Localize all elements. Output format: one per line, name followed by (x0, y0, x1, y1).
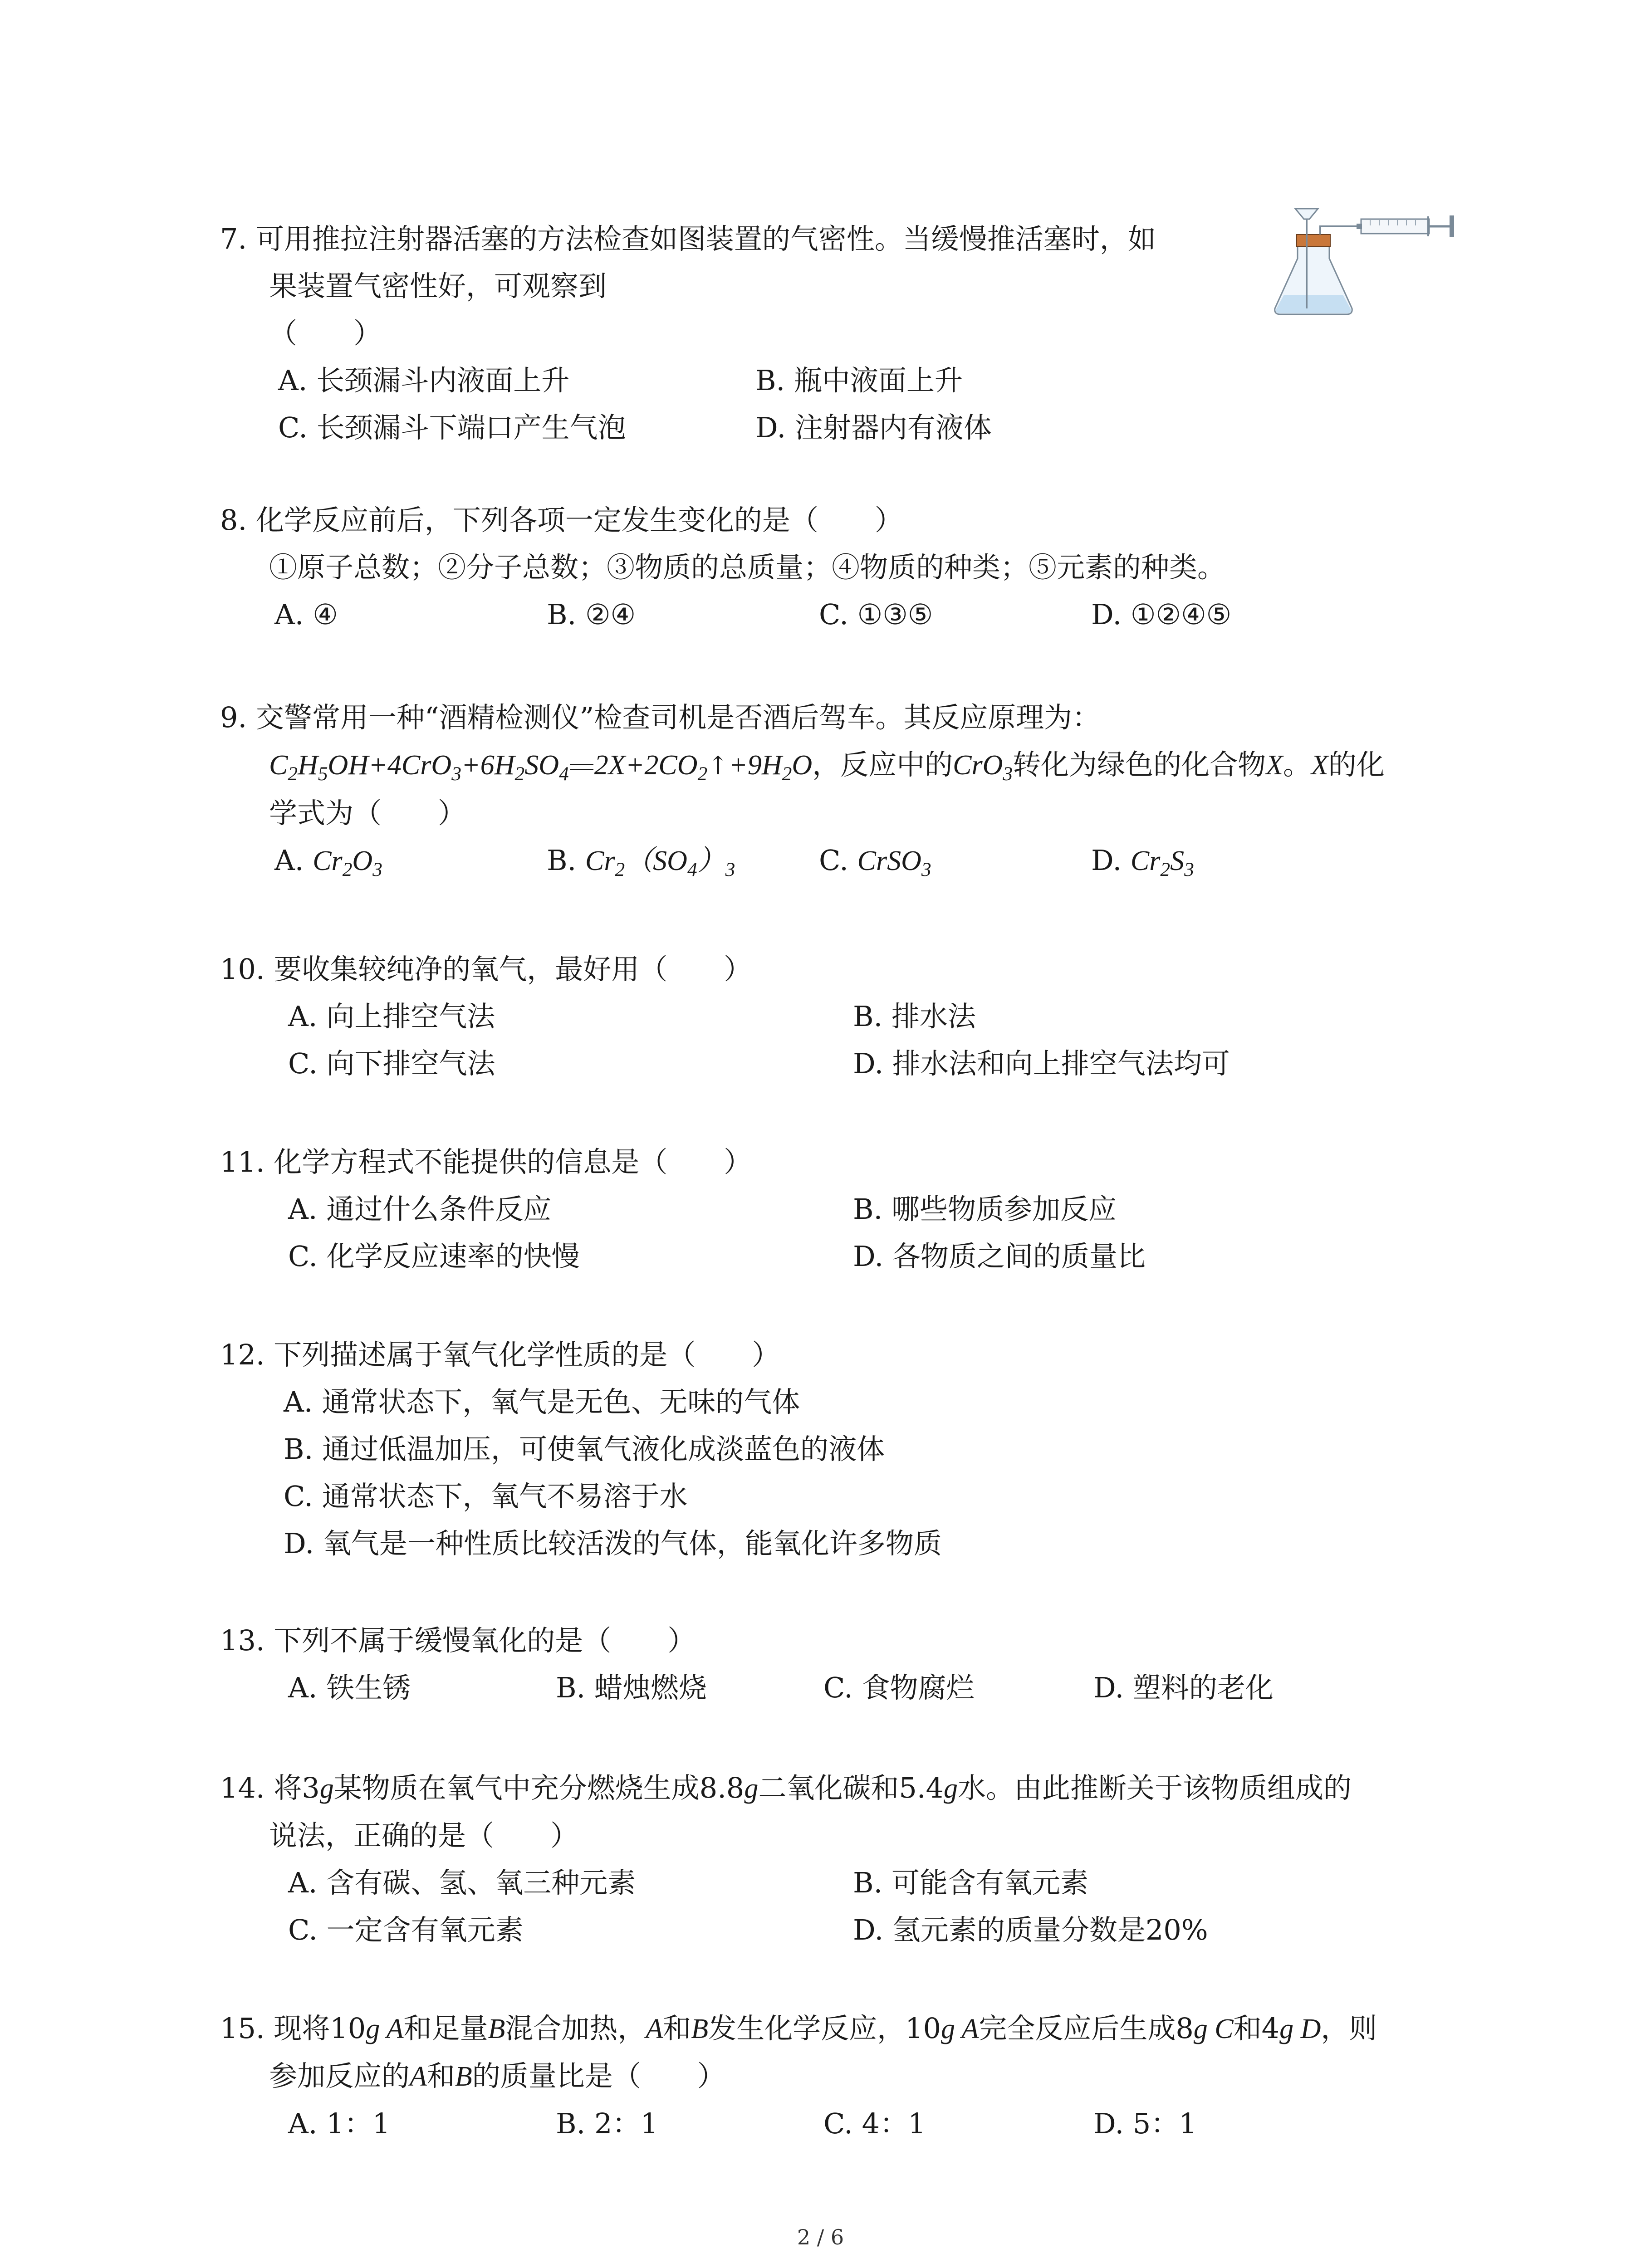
q9-text: 。 (1283, 748, 1312, 781)
q13-option-c[interactable]: C. 食物腐烂 (823, 1671, 975, 1704)
q10-options-row1 (220, 993, 1454, 1040)
unit-g: g (319, 1773, 334, 1804)
q7-option-a[interactable]: A. 长颈漏斗内液面上升 (278, 364, 570, 397)
formula-part: （SO (625, 846, 687, 876)
q11-option-d[interactable]: D. 各物质之间的质量比 (853, 1240, 1146, 1273)
q9-eq-oh-cro: OH+4CrO (328, 750, 452, 781)
formula-sub: 2 (615, 859, 625, 881)
q11-option-c[interactable]: C. 化学反应速率的快慢 (288, 1240, 580, 1273)
q7-stem-line1: 7. 可用推拉注射器活塞的方法检查如图装置的气密性。当缓慢推活塞时，如 (220, 222, 1156, 255)
question-9 (220, 694, 1454, 884)
question-13 (220, 1617, 1454, 1711)
q14-option-c[interactable]: C. 一定含有氧元素 (288, 1913, 524, 1946)
q15-var: g A (941, 2014, 979, 2044)
q8-option-b[interactable]: B. ②④ (547, 598, 636, 631)
q9-eq-so: SO (524, 750, 559, 781)
page-number: 2 / 6 (797, 2225, 844, 2249)
q9-cro: CrO (953, 750, 1003, 781)
q9-option-d[interactable] (1091, 837, 1194, 885)
unit-g: g (744, 1773, 759, 1804)
q15-text: 和足量 (403, 2012, 488, 2045)
q11-stem: 11. 化学方程式不能提供的信息是（ ） (220, 1145, 752, 1178)
q15-var: g A (366, 2014, 404, 2044)
q15-text: 和 (663, 2012, 691, 2045)
question-7 (220, 215, 1454, 451)
q9-eq-water: +9H (729, 750, 782, 781)
q14-stem-line1 (220, 1765, 1454, 1812)
q15-text: 完全反应后生成8 (979, 2012, 1194, 2045)
q15-text: 参加反应的 (269, 2059, 410, 2092)
q9-cro-sub: 3 (1003, 763, 1013, 785)
q7-option-d[interactable]: D. 注射器内有液体 (755, 411, 992, 444)
q9-options-row (220, 837, 1454, 884)
q7-option-c[interactable]: C. 长颈漏斗下端口产生气泡 (278, 411, 626, 444)
q11-options-row2 (220, 1233, 1454, 1280)
option-label: B. (547, 844, 585, 877)
q9-eq-o: O (792, 750, 813, 781)
q10-option-a[interactable]: A. 向上排空气法 (288, 1000, 495, 1033)
q10-options-row2 (220, 1040, 1454, 1087)
question-12 (220, 1331, 1454, 1567)
q15-option-d[interactable]: D. 5：1 (1093, 2107, 1197, 2140)
q7-stem-line2: 果装置气密性好，可观察到 (269, 269, 607, 303)
q15-options-row (220, 2100, 1454, 2147)
q15-text: 和 (426, 2059, 455, 2092)
q7-options-row2 (220, 404, 1454, 451)
q9-gas-arrow-icon: ↑ (707, 751, 729, 781)
q7-options-row1 (220, 357, 1454, 404)
formula-sub: 3 (1184, 859, 1194, 881)
q9-eq-c: C (269, 750, 288, 781)
q9-eq-sub: 4 (559, 763, 569, 785)
q8-items: ①原子总数；②分子总数；③物质的总质量；④物质的种类；⑤元素的种类。 (269, 551, 1226, 584)
formula-sub: 3 (725, 859, 735, 881)
formula-sub: 2 (1160, 859, 1171, 881)
unit-g: g (943, 1773, 958, 1804)
q8-option-d[interactable]: D. ①②④⑤ (1091, 598, 1232, 631)
q14-options-row2 (220, 1906, 1454, 1954)
q14-text: 某物质在氧气中充分燃烧生成8.8 (333, 1771, 745, 1804)
q9-option-c[interactable] (819, 837, 931, 885)
q11-option-a[interactable]: A. 通过什么条件反应 (288, 1193, 552, 1226)
q11-options-row1 (220, 1186, 1454, 1233)
q15-var: A (646, 2014, 663, 2044)
question-11 (220, 1139, 1454, 1280)
q12-option-b[interactable]: B. 通过低温加压，可使氧气液化成淡蓝色的液体 (284, 1432, 885, 1466)
q15-option-a[interactable]: A. 1：1 (288, 2107, 391, 2140)
formula-part: ） (697, 846, 725, 876)
q9-option-a[interactable] (274, 837, 382, 885)
q7-option-b[interactable]: B. 瓶中液面上升 (755, 364, 963, 397)
q11-option-b[interactable]: B. 哪些物质参加反应 (853, 1193, 1117, 1226)
q9-option-b[interactable] (547, 837, 735, 885)
q9-eq-products: 2X+2CO (594, 750, 698, 781)
q8-option-a[interactable]: A. ④ (274, 598, 338, 631)
q9-text: ，反应中的 (812, 748, 953, 781)
question-14 (220, 1765, 1454, 1954)
q9-text: 转化为绿色的化合物 (1013, 748, 1266, 781)
q13-option-a[interactable]: A. 铁生锈 (288, 1671, 411, 1704)
formula-sub: 4 (687, 859, 697, 881)
option-label: C. (819, 844, 857, 877)
q15-text: 混合加热， (505, 2012, 646, 2045)
option-label: D. (1091, 844, 1131, 877)
q14-option-b[interactable]: B. 可能含有氧元素 (853, 1866, 1088, 1899)
question-8 (220, 497, 1454, 638)
q14-text: 水。由此推断关于该物质组成的 (957, 1771, 1352, 1804)
q9-x: X (1311, 750, 1328, 781)
formula-part: Cr (313, 846, 343, 876)
q9-text: 的化 (1328, 748, 1385, 781)
q15-var: B (691, 2014, 709, 2044)
formula-part: S (1170, 846, 1185, 876)
formula-part: Cr (1130, 846, 1161, 876)
q10-option-b[interactable]: B. 排水法 (853, 1000, 976, 1033)
q8-options-row (220, 591, 1454, 638)
q15-text: ，则 (1321, 2012, 1377, 2045)
q9-eq-h: H (298, 750, 318, 781)
q14-text: 14. 将3 (220, 1771, 320, 1804)
q10-option-c[interactable]: C. 向下排空气法 (288, 1047, 495, 1080)
q12-option-a[interactable]: A. 通常状态下，氧气是无色、无味的气体 (284, 1385, 800, 1418)
q7-paren: （ ） (269, 317, 382, 350)
q12-option-c[interactable]: C. 通常状态下，氧气不易溶于水 (284, 1480, 688, 1513)
q9-eq-sub: 2 (697, 763, 708, 785)
q10-stem: 10. 要收集较纯净的氧气，最好用（ ） (220, 953, 752, 986)
q9-eq-sub: 5 (318, 763, 328, 785)
q9-eq-sub: 2 (514, 763, 525, 785)
q14-text: 二氧化碳和5.4 (758, 1771, 944, 1804)
q15-text: 发生化学反应，10 (708, 2012, 941, 2045)
q10-option-d[interactable]: D. 排水法和向上排空气法均可 (853, 1047, 1230, 1080)
q8-option-c[interactable]: C. ①③⑤ (819, 598, 933, 631)
formula-part: CrSO (857, 846, 921, 876)
formula-sub: 3 (921, 859, 931, 881)
question-15 (220, 2005, 1454, 2147)
formula-part: O (352, 846, 373, 876)
q15-var: A (410, 2061, 427, 2092)
q9-equation-line (220, 741, 1454, 790)
q9-eq-sub: 2 (288, 763, 298, 785)
q12-option-d[interactable]: D. 氧气是一种性质比较活泼的气体，能氧化许多物质 (284, 1527, 942, 1560)
q14-option-a[interactable]: A. 含有碳、氢、氧三种元素 (288, 1866, 636, 1899)
q15-var: B (488, 2014, 505, 2044)
q15-text: 的质量比是（ ） (472, 2059, 725, 2092)
flask-syringe-apparatus-figure (1270, 206, 1461, 320)
q9-x: X (1266, 750, 1283, 781)
q9-eq-h2: +6H (461, 750, 515, 781)
q13-option-b[interactable]: B. 蜡烛燃烧 (556, 1671, 707, 1704)
option-label: A. (274, 844, 313, 877)
q15-text: 和4 (1233, 2012, 1280, 2045)
q12-stem: 12. 下列描述属于氧气化学性质的是（ ） (220, 1338, 780, 1371)
q9-stem-line1: 9. 交警常用一种“酒精检测仪”检查司机是否酒后驾车。其反应原理为： (220, 701, 1101, 734)
question-10 (220, 946, 1454, 1087)
q15-var: g D (1279, 2014, 1321, 2044)
q8-stem: 8. 化学反应前后，下列各项一定发生变化的是（ ） (220, 503, 903, 537)
q15-option-b[interactable]: B. 2：1 (556, 2107, 658, 2140)
q9-eq-sub: 3 (451, 763, 461, 785)
q15-text: 15. 现将10 (220, 2012, 366, 2045)
q15-stem-line1 (220, 2005, 1454, 2053)
q15-stem-line2 (220, 2053, 1454, 2100)
q13-option-d[interactable]: D. 塑料的老化 (1093, 1671, 1274, 1704)
q9-equals-sign (570, 764, 593, 770)
q13-options-row (220, 1664, 1454, 1711)
q14-stem-line2: 说法，正确的是（ ） (269, 1819, 579, 1852)
q9-eq-sub: 2 (782, 763, 792, 785)
q13-stem: 13. 下列不属于缓慢氧化的是（ ） (220, 1624, 696, 1657)
q15-var: g C (1193, 2014, 1234, 2044)
q14-options-row1 (220, 1859, 1454, 1906)
q15-option-c[interactable]: C. 4：1 (823, 2107, 926, 2140)
q14-option-d[interactable]: D. 氢元素的质量分数是20% (853, 1913, 1208, 1946)
q9-stem-line3: 学式为（ ） (269, 797, 466, 830)
q15-var: B (455, 2061, 472, 2092)
formula-sub: 2 (342, 859, 353, 881)
formula-part: Cr (585, 846, 615, 876)
formula-sub: 3 (372, 859, 382, 881)
